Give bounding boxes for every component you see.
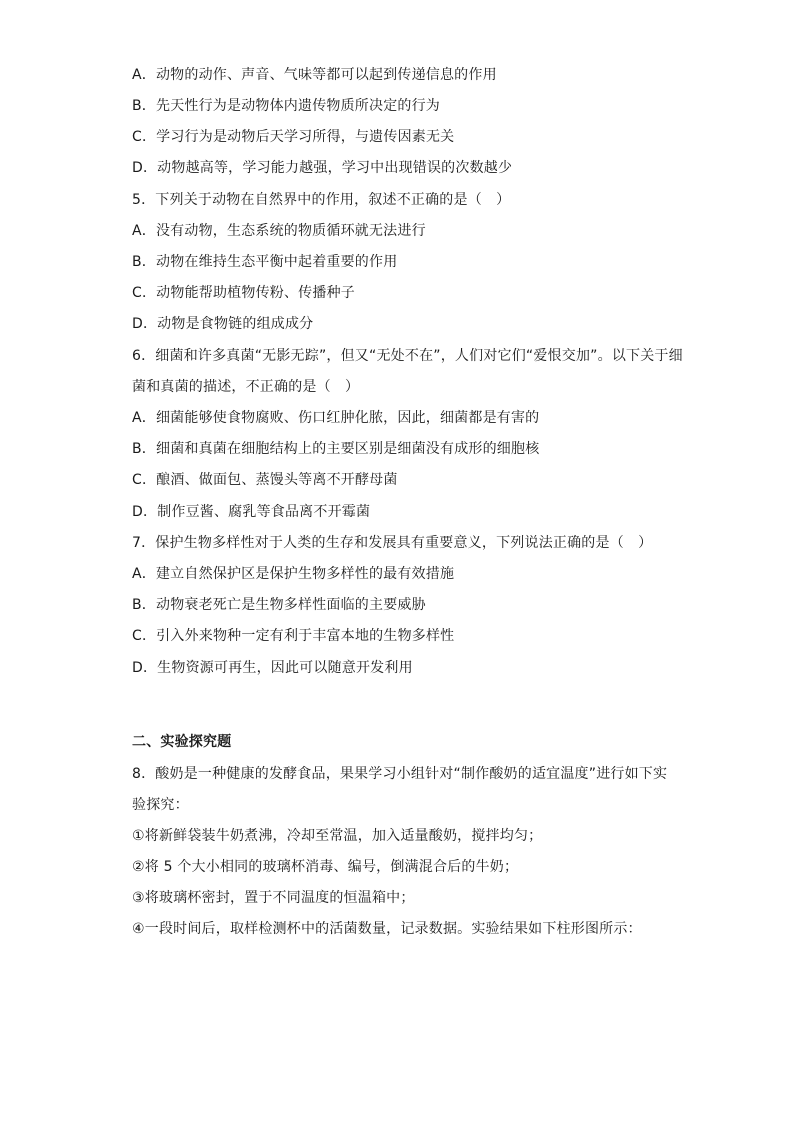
q5-stem: 5．下列关于动物在自然界中的作用，叙述不正确的是（ ）: [132, 192, 511, 208]
q5-option-c: C．动物能帮助植物传粉、传播种子: [132, 285, 355, 301]
q6-option-d: D．制作豆酱、腐乳等食品离不开霉菌: [132, 504, 371, 520]
section-title: 二、实验探究题: [132, 734, 232, 750]
q6-stem-line2: 菌和真菌的描述，不正确的是（ ）: [132, 379, 360, 395]
q6-option-c: C．酿酒、做面包、蒸馒头等离不开酵母菌: [132, 472, 398, 488]
q7-option-d: D．生物资源可再生，因此可以随意开发利用: [132, 660, 413, 676]
q8-stem-line1: 8．酸奶是一种健康的发酵食品，果果学习小组针对“制作酸奶的适宜温度”进行如下实: [132, 766, 668, 782]
q6-option-b: B．细菌和真菌在细胞结构上的主要区别是细菌没有成形的细胞核: [132, 441, 540, 457]
q5-option-d: D．动物是食物链的组成成分: [132, 316, 314, 332]
q7-option-a: A．建立自然保护区是保护生物多样性的最有效措施: [132, 566, 455, 582]
q6-option-a: A．细菌能够使食物腐败、伤口红肿化脓，因此，细菌都是有害的: [132, 410, 540, 426]
q7-option-b: B．动物衰老死亡是生物多样性面临的主要威胁: [132, 597, 426, 613]
q5-option-a: A．没有动物，生态系统的物质循环就无法进行: [132, 223, 426, 239]
q5-option-b: B．动物在维持生态平衡中起着重要的作用: [132, 254, 398, 270]
q8-step-1: ①将新鲜袋装牛奶煮沸，冷却至常温，加入适量酸奶，搅拌均匀；: [132, 828, 543, 844]
q4-option-c: C．学习行为是动物后天学习所得，与遗传因素无关: [132, 129, 455, 145]
q7-option-c: C．引入外来物种一定有利于丰富本地的生物多样性: [132, 628, 455, 644]
q8-step-2: ②将 5 个大小相同的玻璃杯消毒、编号，倒满混合后的牛奶；: [132, 859, 519, 875]
q4-option-d: D．动物越高等，学习能力越强，学习中出现错误的次数越少: [132, 160, 513, 176]
q8-stem-line2: 验探究：: [132, 797, 189, 813]
q7-stem: 7．保护生物多样性对于人类的生存和发展具有重要意义，下列说法正确的是（ ）: [132, 535, 653, 551]
q4-option-a: A．动物的动作、声音、气味等都可以起到传递信息的作用: [132, 67, 497, 83]
q6-stem-line1: 6．细菌和许多真菌“无影无踪”，但又“无处不在”，人们对它们“爱恨交加”。以下关于细: [132, 348, 683, 364]
q8-step-4: ④一段时间后，取样检测杯中的活菌数量，记录数据。实验结果如下柱形图所示：: [132, 921, 642, 937]
q4-option-b: B．先天性行为是动物体内遗传物质所决定的行为: [132, 98, 441, 114]
q8-step-3: ③将玻璃杯密封，置于不同温度的恒温箱中；: [132, 890, 415, 906]
